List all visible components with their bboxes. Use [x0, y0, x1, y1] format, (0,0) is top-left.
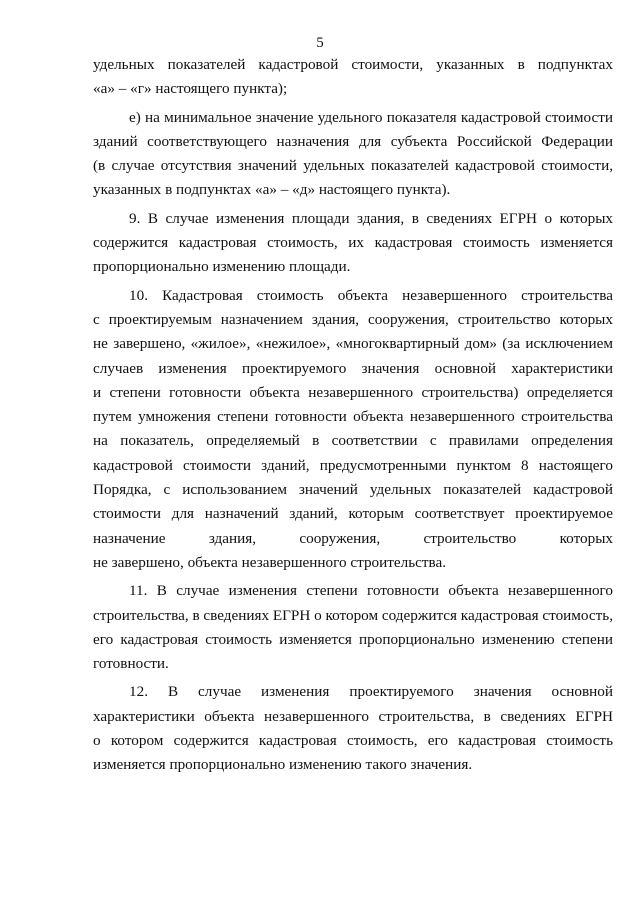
text-line: стоимости для назначений зданий, которым соответствует проектируемое — [93, 505, 613, 523]
text-line: о котором содержится кадастровая стоимость, его кадастровая стоимость — [93, 732, 613, 750]
text-line: зданий соответствующего назначения для субъекта Российской Федерации — [93, 132, 613, 150]
text-line: готовности. — [93, 655, 169, 673]
text-line: и степени готовности объекта незавершенного строительства) определяется — [93, 383, 613, 401]
text-line: на показатель, определяемый в соответствии с правилами определения — [93, 432, 613, 450]
text-line: удельных показателей кадастровой стоимости, указанных в подпунктах — [93, 56, 613, 73]
text-line: с проектируемым назначением здания, сооружения, строительство которых — [93, 310, 613, 328]
text-line: е) на минимальное значение удельного показателя кадастровой стоимости — [129, 108, 613, 126]
text-line: «а» – «г» настоящего пункта); — [93, 80, 288, 98]
text-line: его кадастровая стоимость изменяется пропорционально изменению степени — [93, 630, 613, 648]
paragraph-continuation — [93, 53, 613, 102]
text-line: не завершено, «жилое», «нежилое», «многоквартирный дом» (за исключением — [93, 335, 613, 353]
text-line: указанных в подпунктах «а» – «д» настоящего пункта). — [93, 181, 451, 199]
text-line: Порядка, с использованием значений удельных показателей кадастровой — [93, 481, 613, 499]
paragraph-10 — [93, 284, 613, 576]
text-line: путем умножения степени готовности объекта незавершенного строительства — [93, 408, 613, 426]
text-line: 10. Кадастровая стоимость объекта незавершенного строительства — [129, 286, 613, 304]
text-line: строительства, в сведениях ЕГРН о котором содержится кадастровая стоимость, — [93, 606, 613, 624]
text-line: характеристики объекта незавершенного строительства, в сведениях ЕГРН — [93, 707, 613, 725]
text-line: содержится кадастровая стоимость, их кадастровая стоимость изменяется — [93, 234, 613, 252]
paragraph-11 — [93, 579, 613, 676]
text-line: 11. В случае изменения степени готовности объекта незавершенного — [129, 582, 613, 600]
document-body — [93, 53, 613, 778]
text-line: 12. В случае изменения проектируемого значения основной — [129, 683, 613, 701]
page-number: 5 — [316, 35, 324, 51]
text-line: пропорционально изменению площади. — [93, 258, 351, 276]
text-line: (в случае отсутствия значений удельных показателей кадастровой стоимости, — [93, 157, 613, 175]
text-line: назначение здания, сооружения, строительство которых — [93, 529, 613, 547]
text-line: не завершено, объекта незавершенного строительства. — [93, 553, 447, 571]
text-line: изменяется пропорционально изменению такого значения. — [93, 756, 473, 774]
text-line: случаев изменения проектируемого значения основной характеристики — [93, 359, 613, 377]
paragraph-subitem-e — [93, 106, 613, 203]
text-line: 9. В случае изменения площади здания, в сведениях ЕГРН о которых — [129, 209, 613, 227]
paragraph-9 — [93, 207, 613, 280]
text-line: кадастровой стоимости зданий, предусмотренными пунктом 8 настоящего — [93, 456, 613, 474]
paragraph-12 — [93, 680, 613, 777]
